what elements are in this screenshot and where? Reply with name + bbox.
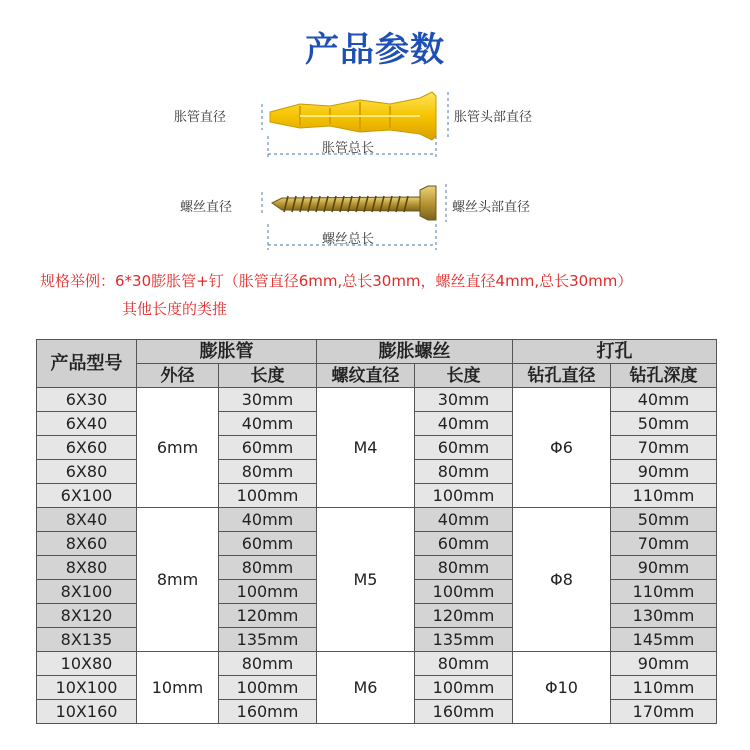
model-cell: 6X30: [37, 388, 137, 412]
drill-diameter-cell: Φ8: [513, 508, 611, 652]
spec-example-line: 规格举例：6*30膨胀管+钉（胀管直径6mm,总长30mm，螺丝直径4mm,总长30mm）: [40, 272, 633, 290]
table-row: [37, 652, 717, 676]
screw-length-label: 螺丝总长: [322, 232, 375, 247]
outer-diameter-cell: 10mm: [137, 652, 219, 724]
tube-length-cell: 60mm: [219, 436, 317, 460]
screw-length-cell: 135mm: [415, 628, 513, 652]
tube-length-cell: 100mm: [219, 676, 317, 700]
header-outer-diameter: 外径: [137, 364, 219, 388]
tube-length-cell: 30mm: [219, 388, 317, 412]
drill-diameter-cell: Φ10: [513, 652, 611, 724]
model-cell: 6X80: [37, 460, 137, 484]
screw-length-cell: 100mm: [415, 484, 513, 508]
model-cell: 10X100: [37, 676, 137, 700]
screw-icon: [272, 186, 436, 220]
screw-head-diameter-label: 螺丝头部直径: [452, 200, 531, 215]
drill-depth-cell: 130mm: [611, 604, 717, 628]
header-model: 产品型号: [37, 340, 137, 388]
tube-length-cell: 60mm: [219, 532, 317, 556]
expansion-plug-icon: [270, 92, 436, 140]
tube-length-cell: 160mm: [219, 700, 317, 724]
header-drill-group: 打孔: [513, 340, 717, 364]
drill-depth-cell: 90mm: [611, 652, 717, 676]
drill-depth-cell: 170mm: [611, 700, 717, 724]
thread-diameter-cell: M6: [317, 652, 415, 724]
model-cell: 8X80: [37, 556, 137, 580]
screw-length-cell: 120mm: [415, 604, 513, 628]
spec-table: [36, 339, 717, 724]
table-row: [37, 508, 717, 532]
header-drill-diameter: 钻孔直径: [513, 364, 611, 388]
screw-length-cell: 40mm: [415, 508, 513, 532]
model-cell: 10X160: [37, 700, 137, 724]
drill-depth-cell: 110mm: [611, 484, 717, 508]
model-cell: 8X40: [37, 508, 137, 532]
drill-depth-cell: 90mm: [611, 460, 717, 484]
tube-length-label: 胀管总长: [322, 141, 375, 156]
screw-length-cell: 30mm: [415, 388, 513, 412]
model-cell: 6X40: [37, 412, 137, 436]
drill-diameter-cell: Φ6: [513, 388, 611, 508]
model-cell: 8X60: [37, 532, 137, 556]
drill-depth-cell: 90mm: [611, 556, 717, 580]
tube-length-cell: 80mm: [219, 556, 317, 580]
tube-length-cell: 80mm: [219, 652, 317, 676]
screw-length-cell: 160mm: [415, 700, 513, 724]
tube-head-diameter-label: 胀管头部直径: [454, 110, 533, 125]
header-drill-depth: 钻孔深度: [611, 364, 717, 388]
screw-length-cell: 80mm: [415, 460, 513, 484]
screw-length-cell: 80mm: [415, 556, 513, 580]
spec-example-note: 其他长度的类推: [122, 300, 228, 318]
page-title: 产品参数: [305, 30, 445, 70]
screw-length-cell: 60mm: [415, 436, 513, 460]
thread-diameter-cell: M4: [317, 388, 415, 508]
model-cell: 8X120: [37, 604, 137, 628]
tube-length-cell: 80mm: [219, 460, 317, 484]
header-screw-length: 长度: [415, 364, 513, 388]
tube-diameter-label: 胀管直径: [174, 110, 227, 125]
screw-length-cell: 100mm: [415, 676, 513, 700]
tube-length-cell: 40mm: [219, 508, 317, 532]
tube-length-cell: 100mm: [219, 484, 317, 508]
model-cell: 6X100: [37, 484, 137, 508]
outer-diameter-cell: 8mm: [137, 508, 219, 652]
header-screw-group: 膨胀螺丝: [317, 340, 513, 364]
screw-length-cell: 100mm: [415, 580, 513, 604]
model-cell: 10X80: [37, 652, 137, 676]
screw-diameter-label: 螺丝直径: [180, 200, 233, 215]
tube-length-cell: 100mm: [219, 580, 317, 604]
drill-depth-cell: 50mm: [611, 412, 717, 436]
thread-diameter-cell: M5: [317, 508, 415, 652]
drill-depth-cell: 110mm: [611, 676, 717, 700]
header-thread-diameter: 螺纹直径: [317, 364, 415, 388]
drill-depth-cell: 70mm: [611, 436, 717, 460]
header-tube-group: 膨胀管: [137, 340, 317, 364]
model-cell: 6X60: [37, 436, 137, 460]
drill-depth-cell: 145mm: [611, 628, 717, 652]
outer-diameter-cell: 6mm: [137, 388, 219, 508]
tube-length-cell: 40mm: [219, 412, 317, 436]
model-cell: 8X100: [37, 580, 137, 604]
tube-length-cell: 120mm: [219, 604, 317, 628]
screw-length-cell: 60mm: [415, 532, 513, 556]
drill-depth-cell: 70mm: [611, 532, 717, 556]
tube-length-cell: 135mm: [219, 628, 317, 652]
product-diagram: [0, 0, 750, 260]
screw-length-cell: 80mm: [415, 652, 513, 676]
model-cell: 8X135: [37, 628, 137, 652]
drill-depth-cell: 50mm: [611, 508, 717, 532]
header-tube-length: 长度: [219, 364, 317, 388]
table-row: [37, 388, 717, 412]
screw-length-cell: 40mm: [415, 412, 513, 436]
drill-depth-cell: 110mm: [611, 580, 717, 604]
drill-depth-cell: 40mm: [611, 388, 717, 412]
